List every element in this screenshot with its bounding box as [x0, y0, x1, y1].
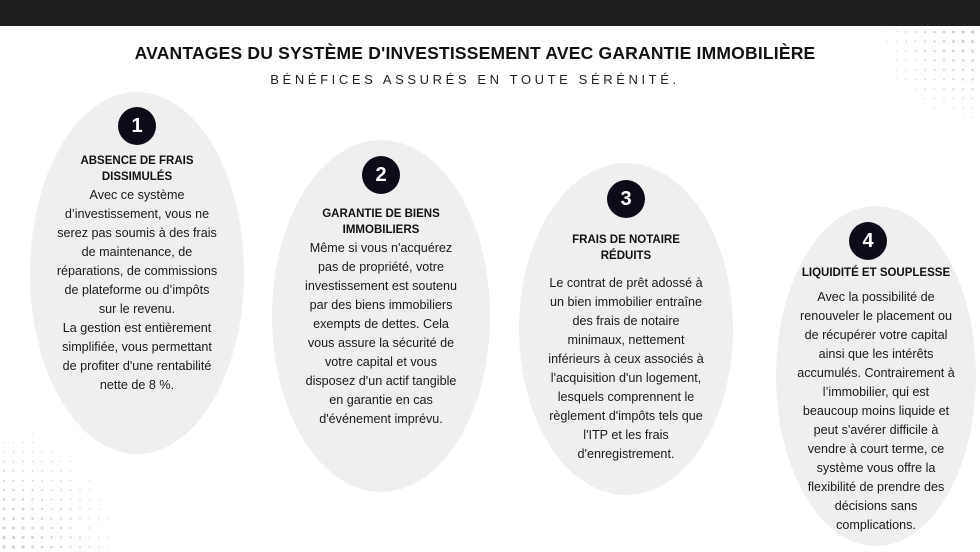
- decorative-dot: [23, 423, 24, 424]
- decorative-dot: [31, 536, 34, 539]
- step-number-badge: 3: [607, 180, 645, 218]
- decorative-dot: [51, 489, 53, 491]
- decorative-dot: [905, 69, 906, 70]
- decorative-dot: [906, 117, 907, 118]
- decorative-dot: [70, 518, 72, 520]
- decorative-dot: [22, 470, 24, 472]
- decorative-dot: [971, 30, 975, 34]
- decorative-dot: [924, 69, 926, 71]
- step-number-badge: 2: [362, 156, 400, 194]
- decorative-dot: [886, 31, 887, 32]
- decorative-dot: [22, 527, 25, 530]
- step-number-badge: 4: [849, 222, 887, 260]
- decorative-dot: [896, 31, 897, 32]
- decorative-dot: [12, 526, 15, 529]
- decorative-dot: [934, 98, 935, 99]
- decorative-dot: [887, 70, 888, 71]
- card-description: Avec la possibilité de renouveler le placement ou de récupérer votre capital ainsi que les intérêts accumulés. Contrairement à l’immobilier, qui est beaucoup moins liquide et peut s'avérer difficile à vendre à court terme, ce système vous offre la flexibilité de prendre des décisions sans complications.: [797, 290, 955, 532]
- decorative-dot: [905, 31, 907, 33]
- decorative-dot: [952, 69, 954, 71]
- decorative-dot: [943, 107, 944, 108]
- decorative-dot: [943, 98, 945, 100]
- decorative-dot: [915, 98, 916, 99]
- decorative-dot: [32, 451, 33, 452]
- decorative-dot: [3, 479, 5, 481]
- decorative-dot: [896, 108, 897, 109]
- decorative-dot: [31, 527, 34, 530]
- decorative-dot: [963, 127, 964, 128]
- decorative-dot: [943, 117, 944, 118]
- decorative-dot: [924, 98, 925, 99]
- decorative-dot: [962, 98, 964, 100]
- decorative-dot: [13, 414, 14, 415]
- decorative-dot: [98, 546, 99, 547]
- decorative-dot: [22, 498, 24, 500]
- decorative-dot: [70, 451, 71, 452]
- decorative-dot: [60, 489, 62, 491]
- decorative-dot: [89, 518, 91, 520]
- decorative-dot: [89, 537, 91, 539]
- decorative-dot: [934, 127, 935, 128]
- decorative-dot: [933, 31, 936, 34]
- decorative-dot: [952, 30, 955, 33]
- decorative-dot: [934, 107, 935, 108]
- decorative-dot: [22, 432, 23, 433]
- decorative-dot: [60, 499, 62, 501]
- decorative-dot: [99, 452, 100, 453]
- decorative-dot: [3, 432, 4, 433]
- decorative-dot: [21, 536, 24, 539]
- decorative-dot: [915, 88, 916, 89]
- decorative-dot: [127, 499, 128, 500]
- decorative-dot: [108, 546, 109, 547]
- decorative-dot: [953, 127, 954, 128]
- decorative-dot: [953, 136, 954, 137]
- decorative-dot: [89, 527, 91, 529]
- decorative-dot: [933, 69, 935, 71]
- decorative-dot: [70, 470, 71, 471]
- decorative-dot: [80, 452, 81, 453]
- decorative-dot: [31, 546, 34, 549]
- decorative-dot: [12, 545, 15, 548]
- decorative-dot: [32, 480, 34, 482]
- decorative-dot: [943, 69, 945, 71]
- card-description: Avec ce système d’investissement, vous ne serez pas soumis à des frais de maintenance, de réparations, de commissions de plateforme ou d’impôts sur le revenu. La gestion est entièrement simplifiée, vous permettant de profiter d'une rentabilité nette de 8 %.: [56, 188, 218, 392]
- decorative-dot: [22, 461, 24, 463]
- decorative-dot: [887, 98, 888, 99]
- decorative-dot: [924, 31, 926, 33]
- decorative-dot: [41, 489, 43, 491]
- decorative-dot: [972, 98, 974, 100]
- decorative-dot: [79, 470, 80, 471]
- decorative-dot: [12, 479, 14, 481]
- decorative-dot: [13, 432, 14, 433]
- decorative-dot: [89, 499, 90, 500]
- decorative-dot: [79, 518, 81, 520]
- decorative-dot: [12, 508, 15, 511]
- decorative-dot: [70, 489, 72, 491]
- card-title: ABSENCE DE FRAIS DISSIMULÉS: [80, 155, 194, 183]
- decorative-dot: [51, 451, 52, 452]
- decorative-dot: [41, 480, 43, 482]
- decorative-dot: [962, 117, 963, 118]
- decorative-dot: [22, 479, 24, 481]
- decorative-dot: [22, 508, 25, 511]
- decorative-dot: [971, 49, 974, 52]
- decorative-dot: [108, 518, 109, 519]
- decorative-dot: [60, 536, 62, 538]
- decorative-dot: [60, 546, 62, 548]
- decorative-dot: [906, 108, 907, 109]
- decorative-dot: [3, 461, 5, 463]
- decorative-dot: [22, 451, 23, 452]
- decorative-dot: [127, 528, 128, 529]
- decorative-dot: [934, 117, 935, 118]
- decorative-dot: [925, 127, 926, 128]
- decorative-dot: [868, 41, 869, 42]
- decorative-dot: [971, 40, 974, 43]
- decorative-dot: [924, 107, 925, 108]
- decorative-dot: [2, 545, 6, 549]
- decorative-dot: [953, 117, 954, 118]
- decorative-dot: [41, 517, 44, 520]
- decorative-dot: [108, 499, 109, 500]
- decorative-dot: [952, 40, 955, 43]
- decorative-dot: [31, 517, 34, 520]
- decorative-dot: [952, 50, 955, 53]
- decorative-dot: [41, 498, 43, 500]
- decorative-dot: [13, 461, 15, 463]
- decorative-dot: [962, 78, 964, 80]
- decorative-dot: [41, 442, 42, 443]
- decorative-dot: [61, 423, 62, 424]
- decorative-dot: [51, 423, 52, 424]
- decorative-dot: [79, 537, 81, 539]
- decorative-dot: [118, 518, 119, 519]
- decorative-dot: [98, 489, 99, 490]
- decorative-dot: [89, 452, 90, 453]
- decorative-dot: [21, 545, 24, 548]
- decorative-dot: [42, 433, 43, 434]
- decorative-dot: [99, 471, 100, 472]
- decorative-dot: [3, 498, 6, 501]
- decorative-dot: [60, 508, 62, 510]
- decorative-dot: [905, 88, 906, 89]
- decorative-dot: [886, 41, 887, 42]
- decorative-dot: [962, 69, 964, 71]
- decorative-dot: [915, 117, 916, 118]
- decorative-dot: [51, 433, 52, 434]
- decorative-dot: [89, 508, 91, 510]
- decorative-dot: [50, 508, 52, 510]
- decorative-dot: [60, 480, 62, 482]
- decorative-dot: [118, 480, 119, 481]
- decorative-dot: [51, 470, 53, 472]
- decorative-dot: [41, 470, 43, 472]
- decorative-dot: [962, 88, 964, 90]
- decorative-dot: [108, 471, 109, 472]
- decorative-dot: [79, 461, 80, 462]
- decorative-dot: [89, 546, 91, 548]
- decorative-dot: [51, 480, 53, 482]
- decorative-dot: [42, 414, 43, 415]
- decorative-dot: [3, 451, 4, 452]
- decorative-dot: [118, 509, 119, 510]
- decorative-dot: [137, 537, 138, 538]
- decorative-dot: [22, 442, 23, 443]
- decorative-dot: [972, 127, 973, 128]
- decorative-dot: [69, 527, 71, 529]
- decorative-dot: [3, 508, 6, 511]
- step-number-badge: 1: [118, 107, 156, 145]
- decorative-dot: [13, 470, 15, 472]
- decorative-dot: [3, 442, 4, 443]
- decorative-dot: [51, 442, 52, 443]
- decorative-dot: [13, 442, 14, 443]
- decorative-dot: [98, 499, 99, 500]
- decorative-dot: [51, 461, 52, 462]
- decorative-dot: [41, 508, 43, 510]
- decorative-dot: [41, 451, 42, 452]
- decorative-dot: [117, 537, 118, 538]
- decorative-dot: [80, 442, 81, 443]
- decorative-dot: [32, 423, 33, 424]
- decorative-dot: [962, 50, 965, 53]
- decorative-dot: [915, 108, 916, 109]
- decorative-dot: [127, 490, 128, 491]
- decorative-dot: [108, 480, 109, 481]
- decorative-dot: [944, 127, 945, 128]
- decorative-dot: [60, 470, 61, 471]
- decorative-dot: [953, 88, 955, 90]
- decorative-dot: [32, 414, 33, 415]
- decorative-dot: [896, 89, 897, 90]
- decorative-dot: [98, 508, 99, 509]
- decorative-dot: [953, 107, 954, 108]
- decorative-dot: [13, 451, 14, 452]
- decorative-dot: [944, 136, 945, 137]
- decorative-dot: [896, 41, 897, 42]
- decorative-dot: [98, 480, 99, 481]
- decorative-dot: [868, 32, 869, 33]
- decorative-dot: [79, 480, 80, 481]
- page-subtitle: BÉNÉFICES ASSURÉS EN TOUTE SÉRÉNITÉ.: [270, 72, 680, 87]
- decorative-dot: [2, 526, 5, 529]
- decorative-dot: [127, 509, 128, 510]
- decorative-dot: [972, 136, 973, 137]
- decorative-dot: [962, 107, 963, 108]
- decorative-dot: [4, 423, 5, 424]
- decorative-dot: [79, 489, 80, 490]
- decorative-dot: [89, 470, 90, 471]
- decorative-dot: [79, 527, 81, 529]
- decorative-dot: [118, 499, 119, 500]
- decorative-dot: [99, 461, 100, 462]
- decorative-dot: [98, 518, 99, 519]
- decorative-dot: [60, 451, 61, 452]
- decorative-dot: [971, 59, 974, 62]
- decorative-dot: [108, 537, 109, 538]
- decorative-dot: [877, 70, 878, 71]
- decorative-dot: [2, 536, 5, 539]
- card-title: LIQUIDITÉ ET SOUPLESSE: [801, 267, 951, 279]
- decorative-dot: [961, 30, 964, 33]
- decorative-dot: [896, 69, 897, 70]
- decorative-dot: [137, 518, 138, 519]
- decorative-dot: [79, 546, 81, 548]
- decorative-dot: [50, 527, 52, 529]
- decorative-dot: [50, 517, 52, 519]
- decorative-dot: [70, 508, 72, 510]
- decorative-dot: [877, 32, 878, 33]
- decorative-dot: [906, 98, 907, 99]
- decorative-dot: [12, 489, 14, 491]
- decorative-dot: [12, 536, 15, 539]
- decorative-dot: [127, 547, 128, 548]
- decorative-dot: [117, 527, 118, 528]
- decorative-dot: [971, 69, 974, 72]
- decorative-dot: [31, 498, 33, 500]
- decorative-dot: [79, 499, 81, 501]
- decorative-dot: [925, 117, 926, 118]
- decorative-dot: [50, 498, 52, 500]
- decorative-dot: [953, 98, 955, 100]
- decorative-dot: [963, 136, 964, 137]
- card-description: Le contrat de prêt adossé à un bien immobilier entraîne des frais de notaire minimaux, nettement inférieurs à ceux associés à l'acquisition d'un logement, lesquels comprennent le règlement d'impôts tels que l'ITP et les frais d'enregistrement.: [548, 276, 704, 461]
- decorative-dot: [80, 433, 81, 434]
- decorative-dot: [61, 442, 62, 443]
- decorative-dot: [32, 442, 33, 443]
- decorative-dot: [89, 461, 90, 462]
- decorative-dot: [127, 518, 128, 519]
- decorative-dot: [42, 423, 43, 424]
- decorative-dot: [3, 489, 5, 491]
- decorative-dot: [13, 423, 14, 424]
- decorative-dot: [108, 508, 109, 509]
- decorative-dot: [70, 480, 71, 481]
- decorative-dot: [896, 98, 897, 99]
- decorative-dot: [89, 442, 90, 443]
- decorative-dot: [877, 41, 878, 42]
- decorative-dot: [89, 489, 90, 490]
- decorative-dot: [108, 490, 109, 491]
- decorative-dot: [22, 517, 25, 520]
- decorative-dot: [118, 471, 119, 472]
- decorative-dot: [60, 517, 62, 519]
- decorative-dot: [137, 528, 138, 529]
- decorative-dot: [69, 546, 71, 548]
- decorative-dot: [31, 508, 34, 511]
- decorative-dot: [98, 537, 99, 538]
- decorative-dot: [89, 480, 90, 481]
- decorative-dot: [60, 461, 61, 462]
- decorative-dot: [61, 433, 62, 434]
- decorative-dot: [22, 489, 24, 491]
- decorative-dot: [70, 461, 71, 462]
- card-description: Même si vous n'acquérez pas de propriété, votre investissement est soutenu par des biens immobiliers exempts de dettes. Cela vous assure la sécurité de votre capital et vous disposez d'un actif tangible en garantie en cas d'événement imprévu.: [305, 241, 457, 426]
- decorative-dot: [70, 442, 71, 443]
- decorative-dot: [915, 31, 917, 33]
- decorative-dot: [972, 107, 973, 108]
- decorative-dot: [32, 470, 34, 472]
- decorative-dot: [952, 59, 955, 62]
- decorative-dot: [41, 527, 44, 530]
- decorative-dot: [962, 59, 965, 62]
- decorative-dot: [887, 89, 888, 90]
- decorative-dot: [70, 499, 72, 501]
- card-title: FRAIS DE NOTAIRE RÉDUITS: [572, 234, 680, 262]
- decorative-dot: [943, 88, 945, 90]
- decorative-dot: [118, 490, 119, 491]
- decorative-dot: [915, 69, 917, 71]
- decorative-dot: [12, 517, 15, 520]
- page-title: AVANTAGES DU SYSTÈME D'INVESTISSEMENT AVEC GARANTIE IMMOBILIÈRE: [134, 43, 816, 63]
- decorative-dot: [50, 536, 53, 539]
- decorative-dot: [98, 527, 99, 528]
- decorative-dot: [972, 88, 974, 90]
- decorative-dot: [971, 78, 973, 80]
- decorative-dot: [952, 78, 954, 80]
- decorative-dot: [41, 461, 43, 463]
- decorative-dot: [32, 461, 34, 463]
- decorative-dot: [31, 489, 33, 491]
- decorative-dot: [23, 414, 24, 415]
- decorative-dot: [934, 88, 936, 90]
- decorative-dot: [3, 517, 6, 520]
- card-title: GARANTIE DE BIENS IMMOBILIERS: [322, 208, 440, 236]
- decorative-dot: [32, 433, 33, 434]
- decorative-dot: [41, 536, 44, 539]
- decorative-dot: [972, 117, 973, 118]
- decorative-dot: [924, 88, 925, 89]
- decorative-dot: [117, 546, 118, 547]
- decorative-dot: [943, 31, 946, 34]
- decorative-dot: [108, 461, 109, 462]
- decorative-dot: [108, 527, 109, 528]
- top-bar: [0, 0, 980, 26]
- decorative-dot: [12, 498, 15, 501]
- decorative-dot: [961, 40, 964, 43]
- decorative-dot: [70, 433, 71, 434]
- decorative-dot: [127, 537, 128, 538]
- decorative-dot: [137, 509, 138, 510]
- decorative-dot: [50, 546, 53, 549]
- decorative-dot: [79, 508, 81, 510]
- decorative-dot: [69, 536, 71, 538]
- decorative-dot: [3, 470, 5, 472]
- decorative-dot: [41, 546, 44, 549]
- decorative-dot: [4, 414, 5, 415]
- decorative-dot: [60, 527, 62, 529]
- decorative-dot: [137, 547, 138, 548]
